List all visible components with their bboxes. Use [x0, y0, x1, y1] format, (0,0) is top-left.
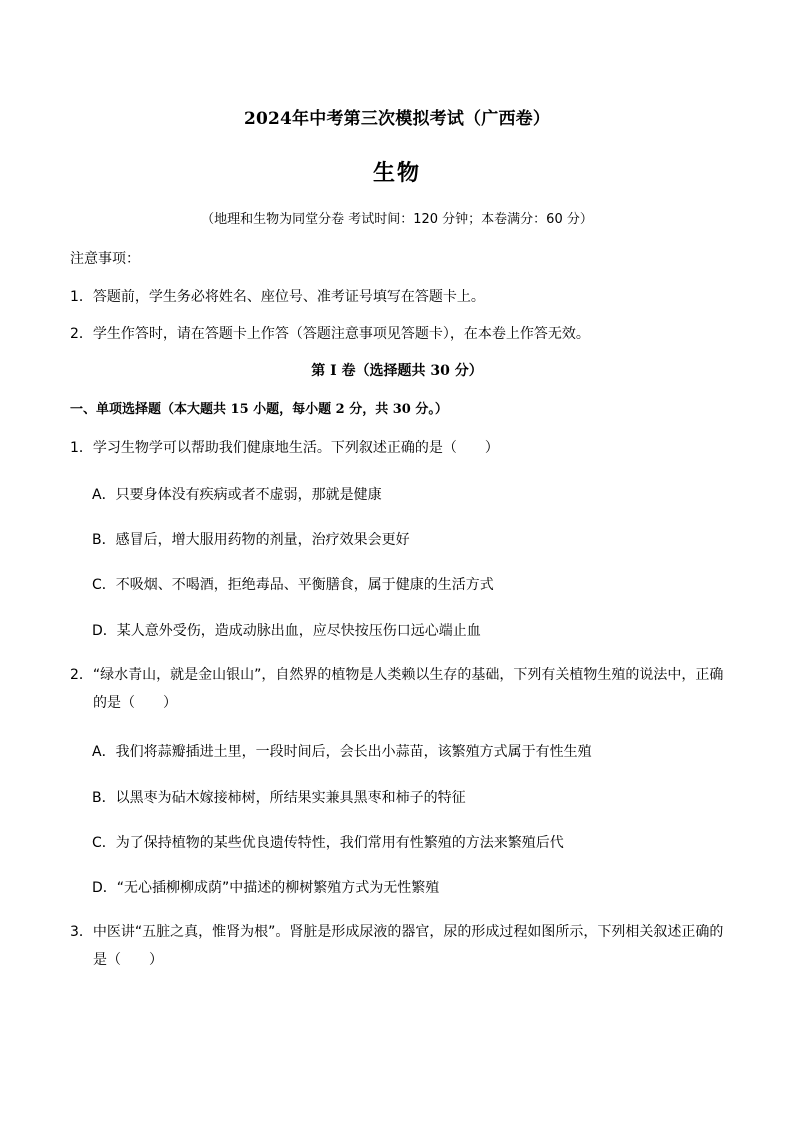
subject-title: 生物 [372, 160, 421, 186]
question-1-option-d: D．某人意外受伤，造成动脉出血，应尽快按压伤口远心端止血 [92, 623, 481, 639]
question-1-option-b: B．感冒后，增大服用药物的剂量，治疗效果会更好 [92, 532, 410, 548]
note-item: 2．学生作答时，请在答题卡上作答（答题注意事项见答题卡），在本卷上作答无效。 [70, 326, 590, 342]
exam-subtitle: （地理和生物为同堂分卷 考试时间：120 分钟；本卷满分：60 分） [201, 212, 593, 227]
question-stem-text: 1．学习生物学可以帮助我们健康地生活。下列叙述正确的是（ ） [70, 440, 499, 456]
question-2-option-b: B．以黑枣为砧木嫁接柿树，所结果实兼具黑枣和柿子的特征 [92, 790, 466, 806]
exam-title: 2024年中考第三次模拟考试（广西卷） [243, 109, 551, 129]
question-stem-continuation: 的是（ ） [93, 695, 177, 711]
question-stem-text: 2．“绿水青山，就是金山银山”，自然界的植物是人类赖以生存的基础，下列有关植物生殖的说法中，正确 [70, 667, 724, 683]
question-1-stem [70, 434, 730, 462]
question-stem-continuation: 是（ ） [93, 952, 163, 968]
question-1-option-a: A．只要身体没有疾病或者不虚弱，那就是健康 [92, 487, 382, 503]
question-2-option-c: C．为了保持植物的某些优良遗传特性，我们常用有性繁殖的方法来繁殖后代 [92, 835, 564, 851]
note-item: 1．答题前，学生务必将姓名、座位号、准考证号填写在答题卡上。 [70, 289, 485, 305]
question-1-option-c: C．不吸烟、不喝酒，拒绝毒品、平衡膳食，属于健康的生活方式 [92, 577, 494, 593]
part-heading: 一、单项选择题（本大题共 15 小题，每小题 2 分，共 30 分。） [70, 402, 448, 417]
question-2-option-a: A．我们将蒜瓣插进土里，一段时间后，会长出小蒜苗，该繁殖方式属于有性生殖 [92, 744, 592, 760]
question-2-option-d: D．“无心插柳柳成荫”中描述的柳树繁殖方式为无性繁殖 [92, 880, 440, 896]
question-3-stem [70, 918, 730, 974]
question-stem-text: 3．中医讲“五脏之真，惟肾为根”。肾脏是形成尿液的器官，尿的形成过程如图所示，下列相关叙述正确的 [70, 924, 724, 940]
question-2-stem [70, 661, 730, 717]
section-title: 第 I 卷（选择题共 30 分） [311, 363, 483, 379]
notes-heading: 注意事项： [70, 251, 140, 267]
